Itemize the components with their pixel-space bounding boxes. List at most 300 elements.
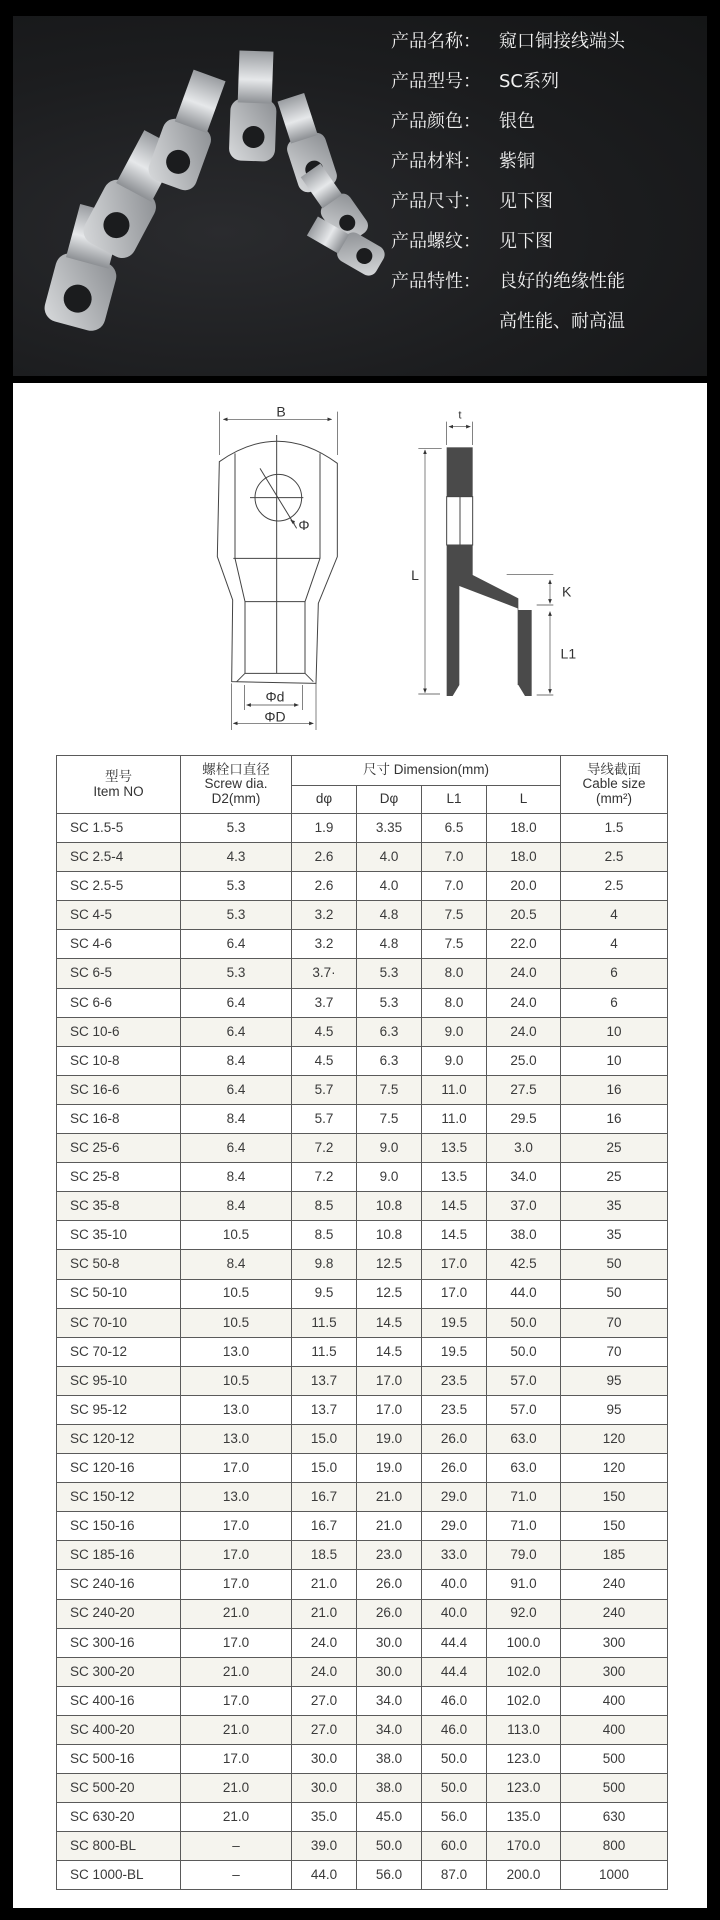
table-row [57,1512,668,1541]
header-cable-unit: (mm²) [596,790,632,806]
table-row [57,1570,668,1599]
table-row [57,1366,668,1395]
table-row [57,814,668,843]
cell-cable-size: 185 [561,1541,668,1570]
cell-item-no: SC 95-12 [57,1395,181,1424]
table-row [57,1075,668,1104]
cell-item-no: SC 300-20 [57,1657,181,1686]
side-view [418,422,553,696]
cell-d-phi: 15.0 [292,1454,357,1483]
cell-item-no: SC 10-8 [57,1046,181,1075]
cell-D-phi: 9.0 [357,1134,422,1163]
cell-L1: 9.0 [422,1017,487,1046]
cell-d-phi: 13.7 [292,1366,357,1395]
cell-L: 102.0 [487,1686,561,1715]
cell-L1: 26.0 [422,1454,487,1483]
info-row-name [391,27,691,53]
cell-cable-size: 35 [561,1221,668,1250]
cell-L: 63.0 [487,1424,561,1453]
table-row [57,1017,668,1046]
cell-screw-dia: 17.0 [181,1686,292,1715]
cell-L: 29.5 [487,1104,561,1133]
cell-L1: 56.0 [422,1803,487,1832]
cell-L1: 7.5 [422,930,487,959]
cell-cable-size: 2.5 [561,872,668,901]
label-phi-d: Φd [265,688,285,705]
cell-L: 18.0 [487,843,561,872]
cell-item-no: SC 25-6 [57,1134,181,1163]
cell-L1: 8.0 [422,988,487,1017]
label-phi-D: ΦD [264,708,286,725]
cell-L: 37.0 [487,1192,561,1221]
info-value: 紫铜 [499,151,535,172]
cell-L1: 17.0 [422,1279,487,1308]
header-L: L [487,786,561,814]
cell-item-no: SC 10-6 [57,1017,181,1046]
cell-D-phi: 19.0 [357,1424,422,1453]
cell-screw-dia: 8.4 [181,1104,292,1133]
cell-d-phi: 18.5 [292,1541,357,1570]
label-phi: Φ [298,517,310,533]
cell-L: 113.0 [487,1715,561,1744]
table-row [57,1861,668,1890]
cell-cable-size: 70 [561,1308,668,1337]
cell-D-phi: 3.35 [357,814,422,843]
cell-L1: 6.5 [422,814,487,843]
cell-D-phi: 50.0 [357,1832,422,1861]
cell-cable-size: 6 [561,959,668,988]
cell-D-phi: 34.0 [357,1686,422,1715]
label-B: B [276,403,286,420]
cell-D-phi: 23.0 [357,1541,422,1570]
lug-4 [229,50,279,162]
cell-cable-size: 120 [561,1454,668,1483]
table-row [57,1599,668,1628]
cell-D-phi: 14.5 [357,1308,422,1337]
table-row [57,1541,668,1570]
cell-screw-dia: 17.0 [181,1512,292,1541]
cell-D-phi: 38.0 [357,1774,422,1803]
info-label: 产品特性： [391,271,481,292]
table-row [57,1803,668,1832]
cell-L1: 19.5 [422,1308,487,1337]
cell-item-no: SC 4-6 [57,930,181,959]
cell-L1: 44.4 [422,1657,487,1686]
cell-item-no: SC 25-8 [57,1163,181,1192]
cell-cable-size: 10 [561,1017,668,1046]
cell-screw-dia: 6.4 [181,1134,292,1163]
cell-cable-size: 25 [561,1163,668,1192]
cell-d-phi: 9.5 [292,1279,357,1308]
cell-cable-size: 25 [561,1134,668,1163]
cell-L: 102.0 [487,1657,561,1686]
dimension-diagram [180,390,600,730]
info-label: 产品材料： [391,151,481,172]
cell-cable-size: 70 [561,1337,668,1366]
header-cable-en: Cable size [582,776,646,792]
cell-cable-size: 400 [561,1715,668,1744]
table-row [57,1483,668,1512]
info-row-thread [391,227,691,253]
cell-L1: 11.0 [422,1075,487,1104]
cell-screw-dia: 13.0 [181,1395,292,1424]
cell-item-no: SC 400-16 [57,1686,181,1715]
label-L1: L1 [560,645,577,662]
cell-L: 123.0 [487,1774,561,1803]
cell-L1: 44.4 [422,1628,487,1657]
cell-D-phi: 45.0 [357,1803,422,1832]
cell-L: 57.0 [487,1395,561,1424]
cell-screw-dia: 8.4 [181,1163,292,1192]
cell-D-phi: 56.0 [357,1861,422,1890]
label-K: K [561,583,572,600]
cell-L1: 26.0 [422,1424,487,1453]
cell-D-phi: 21.0 [357,1483,422,1512]
cell-d-phi: 39.0 [292,1832,357,1861]
cell-d-phi: 7.2 [292,1163,357,1192]
cell-cable-size: 120 [561,1424,668,1453]
cell-d-phi: 3.7 [292,988,357,1017]
cell-cable-size: 1.5 [561,814,668,843]
info-label: 产品螺纹： [391,231,481,252]
cell-d-phi: 44.0 [292,1861,357,1890]
cell-screw-dia: 10.5 [181,1279,292,1308]
cell-screw-dia: 21.0 [181,1774,292,1803]
label-L: L [411,567,419,583]
table-row [57,1657,668,1686]
cell-screw-dia: 10.5 [181,1366,292,1395]
header-D: Dφ [357,786,422,814]
cell-L: 123.0 [487,1745,561,1774]
table-row [57,1454,668,1483]
cell-cable-size: 500 [561,1745,668,1774]
cell-cable-size: 150 [561,1512,668,1541]
cell-d-phi: 30.0 [292,1774,357,1803]
cell-L: 91.0 [487,1570,561,1599]
cell-D-phi: 4.8 [357,901,422,930]
cell-D-phi: 10.8 [357,1192,422,1221]
cell-item-no: SC 4-5 [57,901,181,930]
cell-L: 18.0 [487,814,561,843]
cell-d-phi: 27.0 [292,1686,357,1715]
cell-L: 27.5 [487,1075,561,1104]
cell-L1: 40.0 [422,1599,487,1628]
cell-D-phi: 12.5 [357,1250,422,1279]
cell-L: 57.0 [487,1366,561,1395]
info-row-feature [391,267,691,293]
cell-item-no: SC 35-10 [57,1221,181,1250]
header-item-cn: 型号 [105,769,132,785]
cell-screw-dia: 8.4 [181,1046,292,1075]
info-value: SC系列 [499,71,559,92]
cell-d-phi: 1.9 [292,814,357,843]
cell-cable-size: 6 [561,988,668,1017]
cell-L1: 14.5 [422,1192,487,1221]
cell-d-phi: 16.7 [292,1483,357,1512]
table-row [57,959,668,988]
cell-L1: 17.0 [422,1250,487,1279]
cell-D-phi: 10.8 [357,1221,422,1250]
cell-screw-dia: 5.3 [181,814,292,843]
table-row [57,930,668,959]
cell-L: 135.0 [487,1803,561,1832]
cell-item-no: SC 70-12 [57,1337,181,1366]
cell-item-no: SC 150-12 [57,1483,181,1512]
info-label: 产品型号： [391,71,481,92]
cell-item-no: SC 1.5-5 [57,814,181,843]
cell-screw-dia: 21.0 [181,1803,292,1832]
cell-d-phi: 15.0 [292,1424,357,1453]
cell-L1: 23.5 [422,1366,487,1395]
cell-D-phi: 17.0 [357,1366,422,1395]
cell-screw-dia: 6.4 [181,1075,292,1104]
info-value: 银色 [499,111,535,132]
cell-cable-size: 50 [561,1250,668,1279]
cell-D-phi: 5.3 [357,988,422,1017]
info-label: 产品颜色： [391,111,481,132]
cell-L: 170.0 [487,1832,561,1861]
cell-screw-dia: 6.4 [181,988,292,1017]
cell-L: 79.0 [487,1541,561,1570]
cell-screw-dia: 4.3 [181,843,292,872]
cell-item-no: SC 16-8 [57,1104,181,1133]
cell-cable-size: 800 [561,1832,668,1861]
cell-screw-dia: 6.4 [181,930,292,959]
header-item [57,756,181,814]
cell-item-no: SC 400-20 [57,1715,181,1744]
cell-L1: 13.5 [422,1163,487,1192]
cell-cable-size: 35 [561,1192,668,1221]
cell-D-phi: 19.0 [357,1454,422,1483]
cell-d-phi: 16.7 [292,1512,357,1541]
table-row [57,1832,668,1861]
cell-item-no: SC 240-20 [57,1599,181,1628]
header-L1: L1 [422,786,487,814]
cell-L: 22.0 [487,930,561,959]
cell-d-phi: 24.0 [292,1628,357,1657]
info-value: 见下图 [499,191,553,212]
cell-L: 100.0 [487,1628,561,1657]
cell-d-phi: 2.6 [292,843,357,872]
cell-D-phi: 5.3 [357,959,422,988]
front-view [217,412,337,730]
cell-D-phi: 26.0 [357,1599,422,1628]
cell-D-phi: 38.0 [357,1745,422,1774]
info-row-material [391,147,691,173]
cell-L1: 9.0 [422,1046,487,1075]
cell-d-phi: 3.2 [292,901,357,930]
cell-D-phi: 4.0 [357,843,422,872]
cell-L: 50.0 [487,1337,561,1366]
cell-d-phi: 8.5 [292,1221,357,1250]
cell-D-phi: 4.8 [357,930,422,959]
cell-d-phi: 27.0 [292,1715,357,1744]
cell-L1: 50.0 [422,1774,487,1803]
cell-L1: 46.0 [422,1715,487,1744]
cell-screw-dia: 6.4 [181,1017,292,1046]
info-row-feature-2 [391,307,691,333]
label-t: t [458,409,462,422]
cell-L1: 50.0 [422,1745,487,1774]
cell-L1: 19.5 [422,1337,487,1366]
cell-L: 63.0 [487,1454,561,1483]
spec-table [56,755,668,1890]
cell-cable-size: 95 [561,1366,668,1395]
cell-L1: 60.0 [422,1832,487,1861]
cell-L: 92.0 [487,1599,561,1628]
table-row [57,1250,668,1279]
cell-L: 24.0 [487,988,561,1017]
cell-item-no: SC 50-10 [57,1279,181,1308]
table-row [57,872,668,901]
info-label: 产品名称： [391,31,481,52]
cell-screw-dia: 10.5 [181,1221,292,1250]
cell-item-no: SC 2.5-5 [57,872,181,901]
cell-cable-size: 16 [561,1104,668,1133]
cell-d-phi: 7.2 [292,1134,357,1163]
cell-L1: 87.0 [422,1861,487,1890]
cell-D-phi: 14.5 [357,1337,422,1366]
cell-cable-size: 10 [561,1046,668,1075]
cell-item-no: SC 16-6 [57,1075,181,1104]
cell-cable-size: 150 [561,1483,668,1512]
cell-L1: 40.0 [422,1570,487,1599]
info-value: 良好的绝缘性能 [499,271,625,292]
cell-d-phi: 5.7 [292,1075,357,1104]
cell-d-phi: 21.0 [292,1570,357,1599]
cell-cable-size: 240 [561,1599,668,1628]
cell-cable-size: 240 [561,1570,668,1599]
cell-item-no: SC 1000-BL [57,1861,181,1890]
cell-item-no: SC 70-10 [57,1308,181,1337]
cell-screw-dia: 5.3 [181,901,292,930]
cell-item-no: SC 150-16 [57,1512,181,1541]
spec-table-body [57,814,668,1890]
cell-L: 24.0 [487,959,561,988]
table-row [57,1424,668,1453]
cell-cable-size: 4 [561,901,668,930]
cell-item-no: SC 35-8 [57,1192,181,1221]
cell-L1: 29.0 [422,1483,487,1512]
header-dimension: 尺寸 Dimension(mm) [292,756,561,786]
lug-3 [145,67,232,194]
cell-screw-dia: 5.3 [181,872,292,901]
cell-cable-size: 1000 [561,1861,668,1890]
cell-d-phi: 2.6 [292,872,357,901]
cell-L1: 8.0 [422,959,487,988]
cell-L: 44.0 [487,1279,561,1308]
cell-L: 38.0 [487,1221,561,1250]
cell-item-no: SC 300-16 [57,1628,181,1657]
cell-item-no: SC 630-20 [57,1803,181,1832]
cell-screw-dia: 21.0 [181,1657,292,1686]
cell-D-phi: 21.0 [357,1512,422,1541]
table-row [57,1163,668,1192]
cell-screw-dia: 13.0 [181,1424,292,1453]
table-row [57,1308,668,1337]
header-cable [561,756,668,814]
cell-L: 25.0 [487,1046,561,1075]
info-row-size [391,187,691,213]
cell-L1: 7.0 [422,872,487,901]
cell-screw-dia: 21.0 [181,1715,292,1744]
cell-screw-dia: 17.0 [181,1745,292,1774]
cell-D-phi: 30.0 [357,1657,422,1686]
cell-item-no: SC 95-10 [57,1366,181,1395]
cell-L1: 33.0 [422,1541,487,1570]
cell-L1: 7.0 [422,843,487,872]
cell-L1: 29.0 [422,1512,487,1541]
cell-screw-dia: 13.0 [181,1337,292,1366]
cell-L: 71.0 [487,1483,561,1512]
cell-cable-size: 300 [561,1628,668,1657]
cell-L: 50.0 [487,1308,561,1337]
cell-item-no: SC 2.5-4 [57,843,181,872]
header-cable-cn: 导线截面 [587,762,642,778]
cell-cable-size: 50 [561,1279,668,1308]
header-screw-en: Screw dia. [204,776,268,792]
cell-D-phi: 4.0 [357,872,422,901]
cell-d-phi: 13.7 [292,1395,357,1424]
cell-L1: 14.5 [422,1221,487,1250]
cell-L1: 11.0 [422,1104,487,1133]
cell-screw-dia: – [181,1861,292,1890]
cell-screw-dia: 21.0 [181,1599,292,1628]
cell-D-phi: 26.0 [357,1570,422,1599]
table-row [57,1395,668,1424]
table-row [57,1745,668,1774]
cell-L1: 7.5 [422,901,487,930]
cell-D-phi: 17.0 [357,1395,422,1424]
cell-screw-dia: 8.4 [181,1192,292,1221]
cell-d-phi: 3.7· [292,959,357,988]
cell-D-phi: 7.5 [357,1075,422,1104]
info-row-model [391,67,691,93]
table-row [57,1279,668,1308]
header-screw [181,756,292,814]
cell-item-no: SC 6-5 [57,959,181,988]
header-item-en: Item NO [93,783,144,799]
cell-screw-dia: 5.3 [181,959,292,988]
cell-item-no: SC 500-20 [57,1774,181,1803]
header-screw-unit: D2(mm) [211,790,261,806]
cell-screw-dia: 8.4 [181,1250,292,1279]
cell-D-phi: 6.3 [357,1017,422,1046]
info-value: 高性能、耐高温 [499,311,625,332]
cell-L: 24.0 [487,1017,561,1046]
cell-d-phi: 4.5 [292,1017,357,1046]
cell-screw-dia: 17.0 [181,1454,292,1483]
table-row [57,901,668,930]
table-row [57,1628,668,1657]
cell-D-phi: 6.3 [357,1046,422,1075]
info-label: 产品尺寸： [391,191,481,212]
cell-screw-dia: 17.0 [181,1628,292,1657]
cell-d-phi: 5.7 [292,1104,357,1133]
cell-item-no: SC 120-16 [57,1454,181,1483]
table-row [57,1134,668,1163]
cell-L: 3.0 [487,1134,561,1163]
cell-L: 71.0 [487,1512,561,1541]
table-row [57,1192,668,1221]
table-row [57,988,668,1017]
cell-d-phi: 3.2 [292,930,357,959]
cell-cable-size: 500 [561,1774,668,1803]
cell-d-phi: 11.5 [292,1308,357,1337]
table-row [57,1686,668,1715]
cell-item-no: SC 6-6 [57,988,181,1017]
cell-D-phi: 9.0 [357,1163,422,1192]
